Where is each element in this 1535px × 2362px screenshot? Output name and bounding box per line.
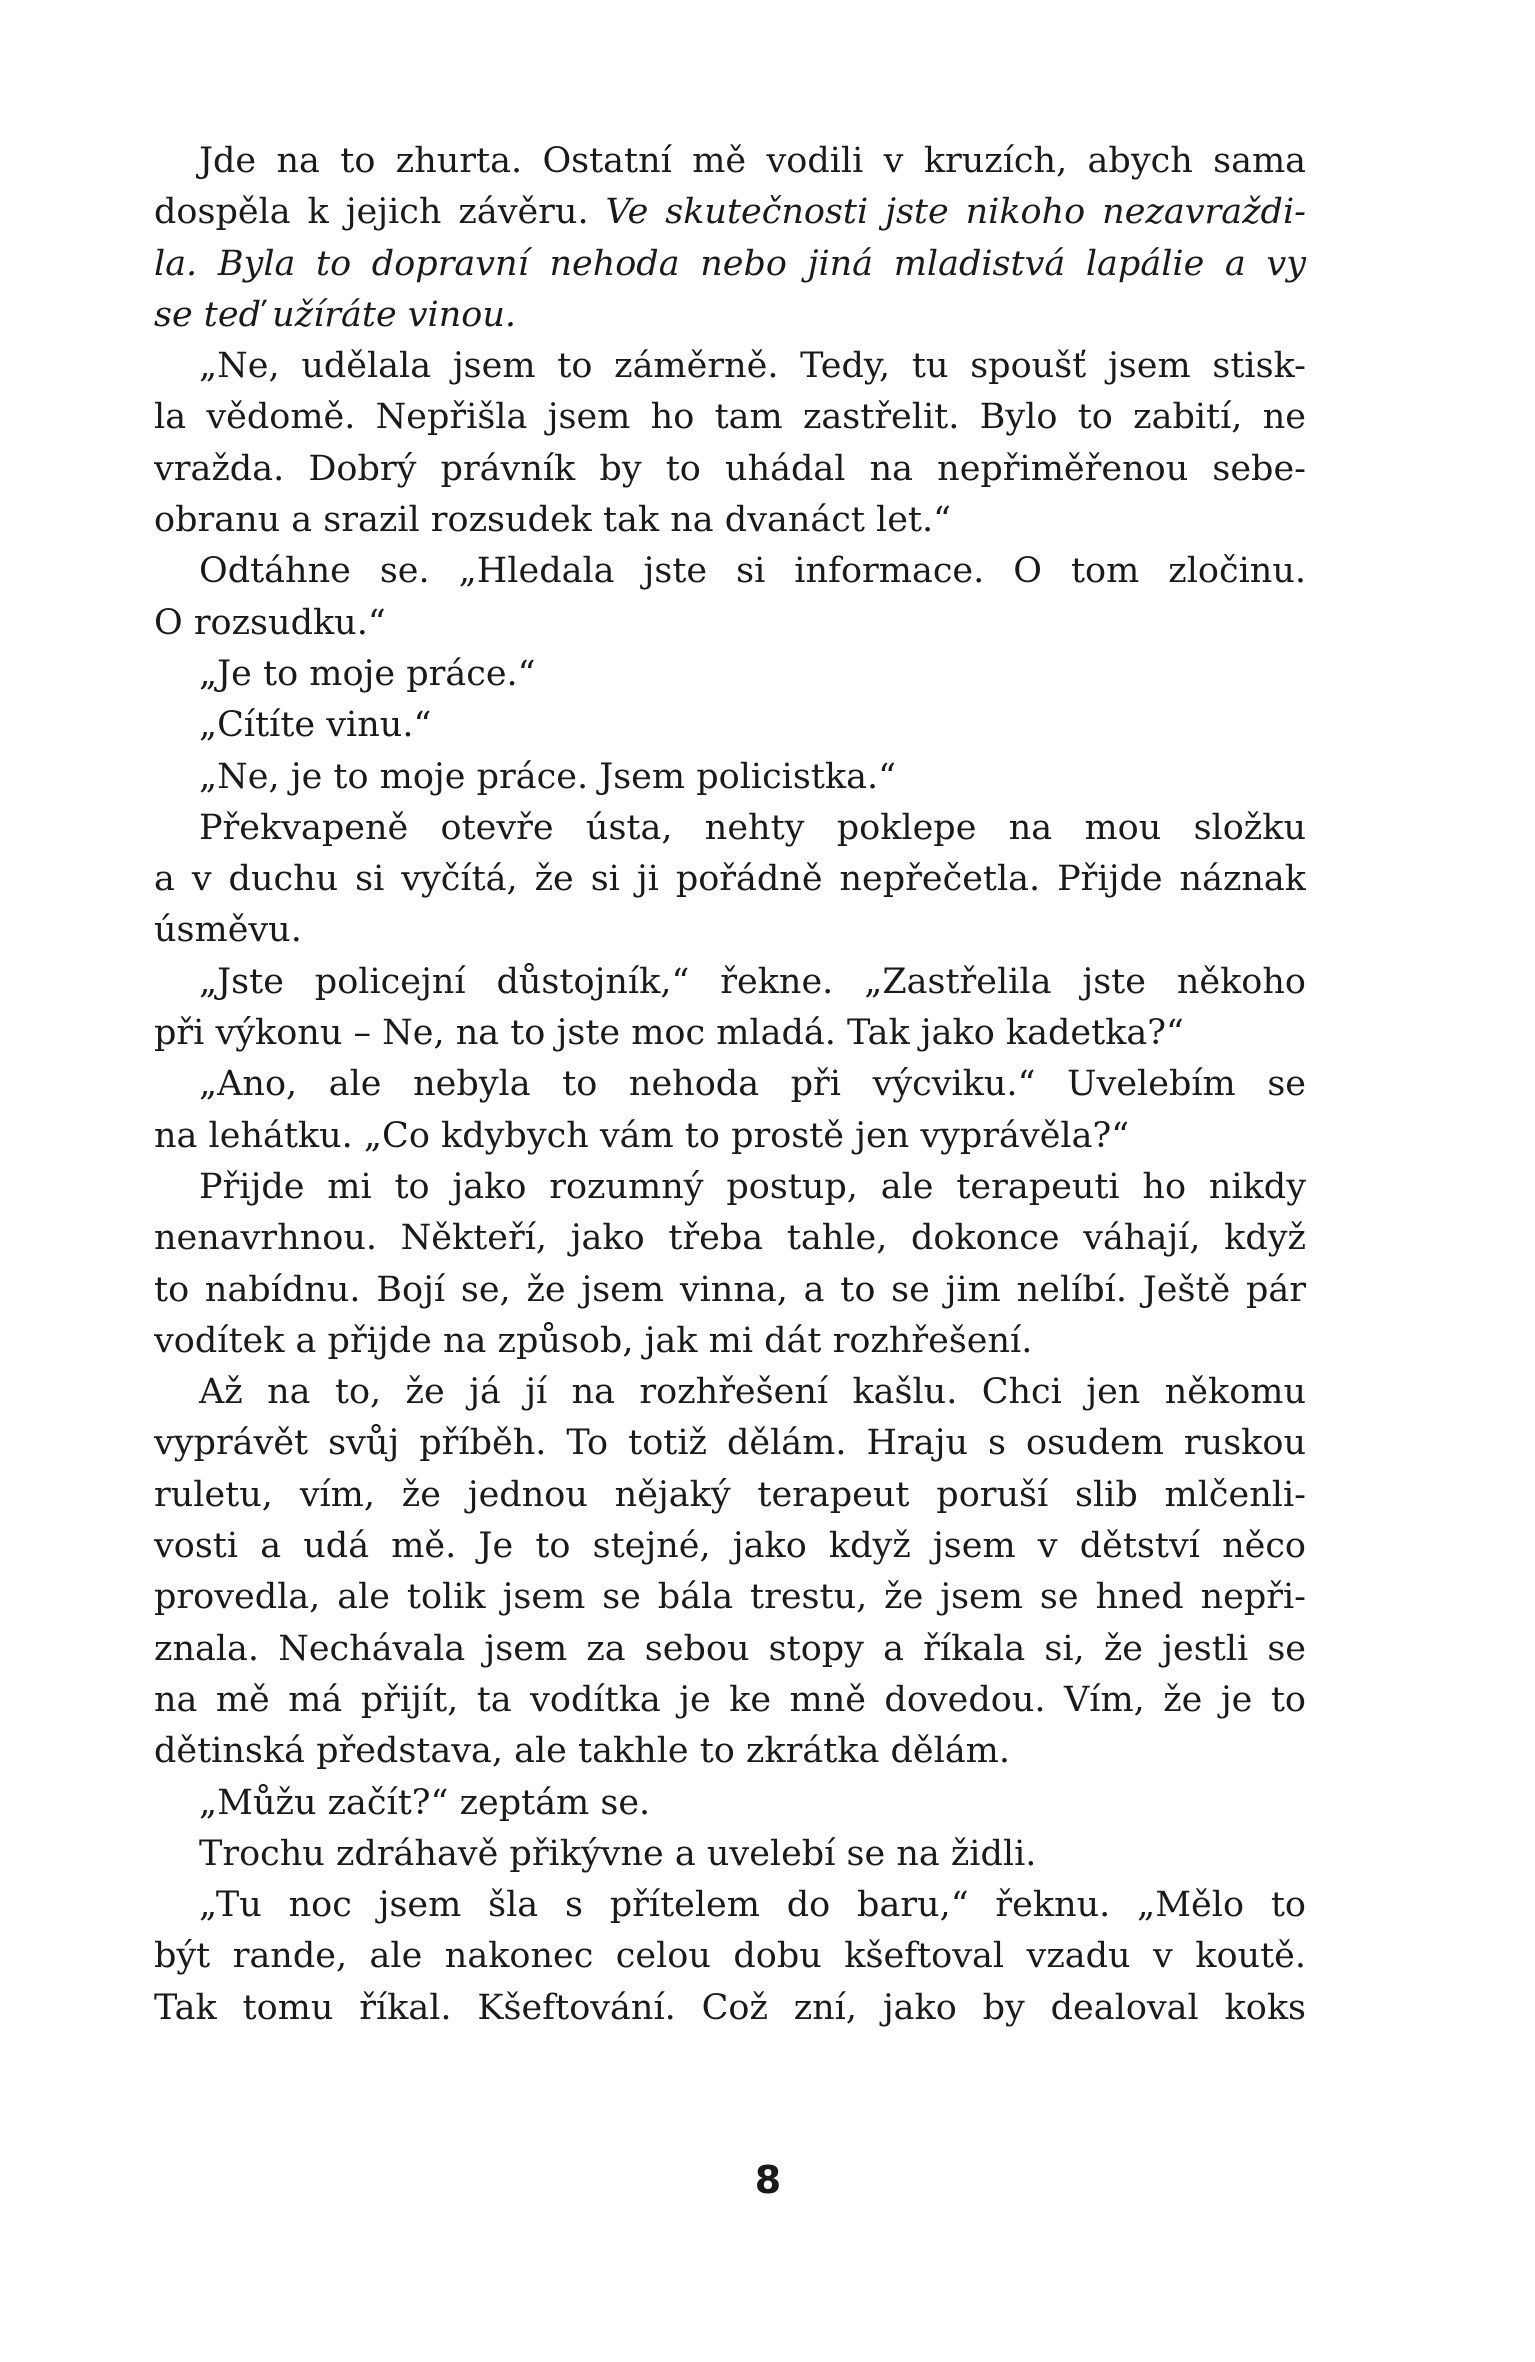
line-text: dospěla k jejich závěru. xyxy=(154,192,606,233)
line-text: úsměvu. xyxy=(154,910,302,951)
text-line xyxy=(154,1213,1306,1264)
text-line xyxy=(154,187,1306,238)
text-line xyxy=(154,1726,1306,1777)
text-line xyxy=(154,1111,1306,1162)
text-line xyxy=(154,1624,1306,1675)
text-line xyxy=(154,239,1306,290)
text-line xyxy=(154,905,1306,956)
text-line xyxy=(154,1880,1306,1931)
line-text: la vědomě. Nepřišla jsem ho tam zastřelit. Bylo to zabití, ne xyxy=(154,397,1306,438)
line-text: a v duchu si vyčítá, že si ji pořádně nepřečetla. Přijde náznak xyxy=(154,859,1306,900)
text-line xyxy=(154,1470,1306,1521)
text-line xyxy=(154,957,1306,1008)
text-line xyxy=(154,290,1306,341)
text-line xyxy=(154,1418,1306,1469)
italic-text: la. Byla to dopravní nehoda nebo jiná mladistvá lapálie a vy xyxy=(154,243,1306,284)
line-text: Odtáhne se. „Hledala jste si informace. O tom zločinu. xyxy=(199,551,1306,592)
text-line xyxy=(154,1778,1306,1829)
text-line xyxy=(154,392,1306,443)
line-text: nenavrhnou. Někteří, jako třeba tahle, dokonce váhají, když xyxy=(154,1218,1306,1259)
line-text: znala. Nechávala jsem za sebou stopy a říkala si, že jestli se xyxy=(154,1628,1306,1669)
text-line xyxy=(154,341,1306,392)
italic-text: se teď užíráte vinou. xyxy=(154,294,517,335)
line-text: „Můžu začít?“ zeptám se. xyxy=(199,1782,651,1823)
line-text: O rozsudku.“ xyxy=(154,602,386,643)
line-text: Až na to, že já jí na rozhřešení kašlu. Chci jen někomu xyxy=(199,1372,1306,1413)
text-line xyxy=(154,1983,1306,2034)
italic-text: Ve skutečnosti jste nikoho nezavraždi- xyxy=(605,192,1306,233)
line-text: Překvapeně otevře ústa, nehty poklepe na mou složku xyxy=(199,807,1306,848)
line-text: dětinská představa, ale takhle to zkrátka dělám. xyxy=(154,1731,1010,1772)
line-text: obranu a srazil rozsudek tak na dvanáct let.“ xyxy=(154,500,952,541)
line-text: „Ne, je to moje práce. Jsem policistka.“ xyxy=(199,756,896,797)
line-text: vosti a udá mě. Je to stejné, jako když jsem v dětství něco xyxy=(154,1526,1306,1567)
line-text: na mě má přijít, ta vodítka je ke mně dovedou. Vím, že je to xyxy=(154,1679,1306,1720)
line-text: Jde na to zhurta. Ostatní mě vodili v kruzích, abych sama xyxy=(199,141,1306,181)
text-line xyxy=(154,803,1306,854)
line-text: Přijde mi to jako rozumný postup, ale terapeuti ho nikdy xyxy=(199,1166,1306,1207)
line-text: vodítek a přijde na způsob, jak mi dát rozhřešení. xyxy=(154,1320,1033,1361)
line-text: Tak tomu říkal. Kšeftování. Což zní, jako by dealoval koks xyxy=(154,1987,1306,2028)
line-text: „Je to moje práce.“ xyxy=(199,653,536,694)
line-text: „Ne, udělala jsem to záměrně. Tedy, tu spoušť jsem stisk- xyxy=(199,346,1306,387)
page-text xyxy=(154,136,1306,2034)
text-line xyxy=(154,1316,1306,1367)
text-line xyxy=(154,1162,1306,1213)
text-line xyxy=(154,444,1306,495)
line-text: na lehátku. „Co kdybych vám to prostě jen vyprávěla?“ xyxy=(154,1115,1130,1156)
page-number: 8 xyxy=(754,2158,781,2202)
text-line xyxy=(154,1829,1306,1880)
text-line xyxy=(154,854,1306,905)
line-text: Trochu zdráhavě přikývne a uvelebí se na židli. xyxy=(199,1833,1037,1874)
text-line xyxy=(154,1008,1306,1059)
line-text: „Ano, ale nebyla to nehoda při výcviku.“ Uvelebím se xyxy=(199,1064,1306,1105)
text-line xyxy=(154,1265,1306,1316)
text-line xyxy=(154,700,1306,751)
text-line xyxy=(154,1931,1306,1982)
line-text: být rande, ale nakonec celou dobu kšeftoval vzadu v koutě. xyxy=(154,1936,1306,1977)
text-line xyxy=(154,649,1306,700)
text-line xyxy=(154,1367,1306,1418)
text-line xyxy=(154,752,1306,803)
text-line xyxy=(154,136,1306,187)
line-text: to nabídnu. Bojí se, že jsem vinna, a to se jim nelíbí. Ještě pár xyxy=(154,1269,1306,1310)
line-text: při výkonu – Ne, na to jste moc mladá. Tak jako kadetka?“ xyxy=(154,1013,1184,1054)
text-line xyxy=(154,1059,1306,1110)
line-text: vyprávět svůj příběh. To totiž dělám. Hraju s osudem ruskou xyxy=(154,1423,1306,1464)
text-line xyxy=(154,1572,1306,1623)
text-line xyxy=(154,1675,1306,1726)
line-text: „Jste policejní důstojník,“ řekne. „Zastřelila jste někoho xyxy=(199,961,1306,1002)
line-text: „Tu noc jsem šla s přítelem do baru,“ řeknu. „Mělo to xyxy=(199,1885,1306,1926)
line-text: ruletu, vím, že jednou nějaký terapeut poruší slib mlčenli- xyxy=(154,1474,1306,1515)
text-line xyxy=(154,546,1306,597)
text-line xyxy=(154,598,1306,649)
line-text: „Cítíte vinu.“ xyxy=(199,705,432,746)
text-line xyxy=(154,495,1306,546)
line-text: vražda. Dobrý právník by to uhádal na nepřiměřenou sebe- xyxy=(154,448,1306,489)
line-text: provedla, ale tolik jsem se bála trestu, že jsem se hned nepři- xyxy=(154,1577,1306,1618)
text-line xyxy=(154,1521,1306,1572)
